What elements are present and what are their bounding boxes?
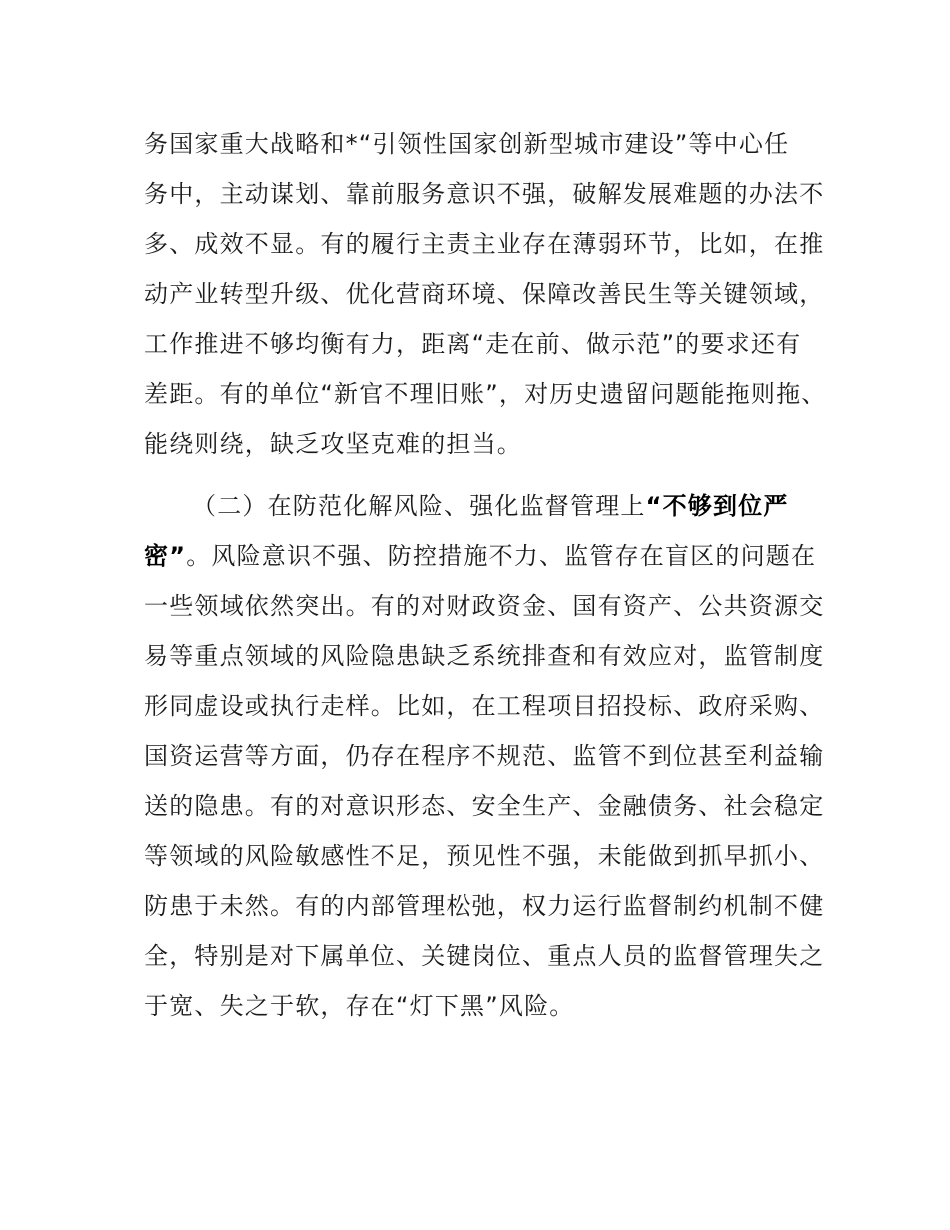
section-heading-continuation xyxy=(144,540,816,572)
section-heading-prefix: （二）在防范化解风险、强化监督管理上 xyxy=(192,492,646,520)
paragraph-line: 一些领域依然突出。有的对财政资金、国有资产、公共资源交 xyxy=(144,592,825,620)
paragraph-line: 务国家重大战略和*“引领性国家创新型城市建设”等中心任 xyxy=(144,130,790,158)
paragraph-line: 于宽、失之于软，存在“灯下黑”风险。 xyxy=(144,992,575,1020)
paragraph-line: 易等重点领域的风险隐患缺乏系统排查和有效应对，监管制度 xyxy=(144,642,825,670)
paragraph-line: 动产业转型升级、优化营商环境、保障改善民生等关键领域， xyxy=(144,280,825,308)
section-heading-bold-end: 密” xyxy=(144,542,187,570)
section-heading-line xyxy=(192,490,789,522)
paragraph-line: 工作推进不够均衡有力，距离“走在前、做示范”的要求还有 xyxy=(144,330,802,358)
paragraph-line: 形同虚设或执行走样。比如，在工程项目招投标、政府采购、 xyxy=(144,692,825,720)
paragraph-line: 多、成效不显。有的履行主责主业存在薄弱环节，比如，在推 xyxy=(144,230,825,258)
paragraph-line: 全，特别是对下属单位、关键岗位、重点人员的监督管理失之 xyxy=(144,942,825,970)
paragraph-line: 送的隐患。有的对意识形态、安全生产、金融债务、社会稳定 xyxy=(144,792,825,820)
paragraph-line: 防患于未然。有的内部管理松弛，权力运行监督制约机制不健 xyxy=(144,892,825,920)
paragraph-line: 能绕则绕，缺乏攻坚克难的担当。 xyxy=(144,430,522,458)
paragraph-line: 等领域的风险敏感性不足，预见性不强，未能做到抓早抓小、 xyxy=(144,842,825,870)
section-heading-bold: “不够到位严 xyxy=(645,492,789,520)
paragraph-line: 国资运营等方面，仍存在程序不规范、监管不到位甚至利益输 xyxy=(144,742,825,770)
paragraph-line: 务中，主动谋划、靠前服务意识不强，破解发展难题的办法不 xyxy=(144,180,825,208)
paragraph-line: 差距。有的单位“新官不理旧账”，对历史遗留问题能拖则拖、 xyxy=(144,380,827,408)
paragraph-text: 。风险意识不强、防控措施不力、监管存在盲区的问题在 xyxy=(186,542,817,570)
